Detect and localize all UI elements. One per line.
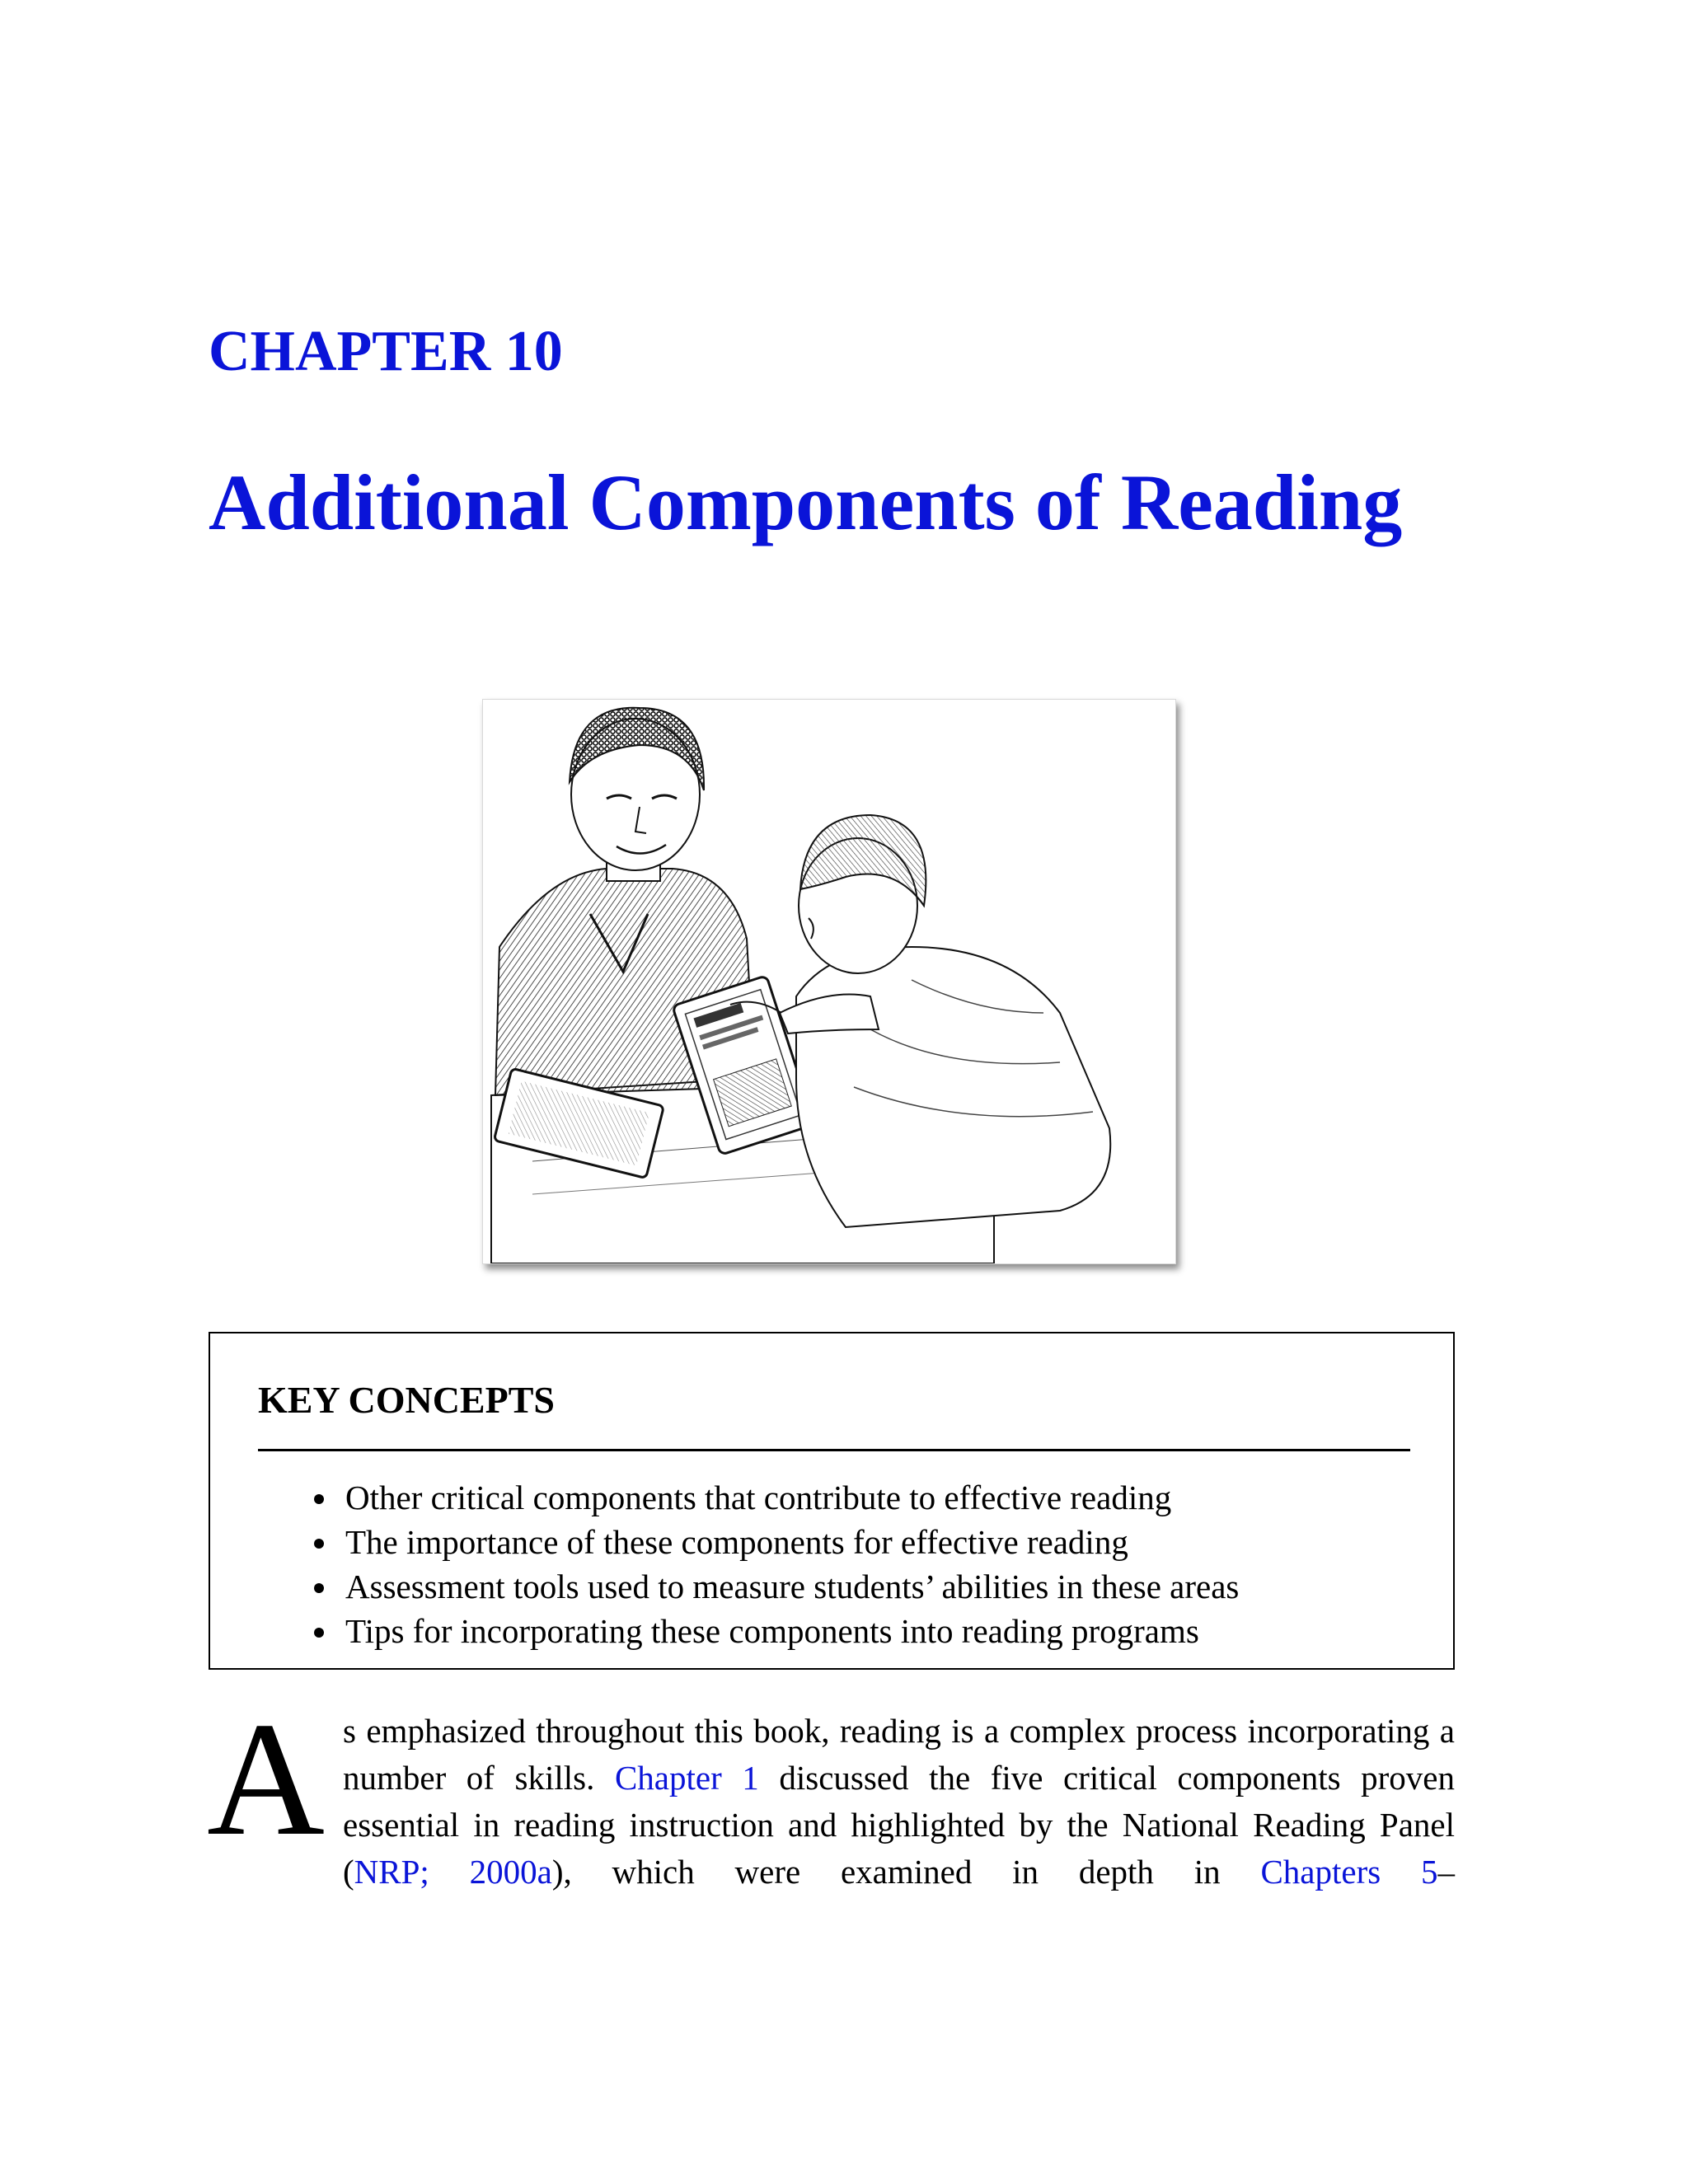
paragraph-text: – bbox=[1437, 1853, 1455, 1891]
paragraph-text: discussed the five critical components proven essential in reading instruction and highlighted by the National Reading Panel ( bbox=[343, 1759, 1455, 1891]
chapter-1-link[interactable]: Chapter 1 bbox=[614, 1759, 759, 1797]
key-concepts-heading: KEY CONCEPTS bbox=[258, 1379, 555, 1421]
key-concepts-divider bbox=[258, 1449, 1410, 1451]
key-concepts-list bbox=[309, 1475, 1239, 1653]
paragraph-text: s emphasized throughout this book, reading is a complex process incorporating a number of skills. bbox=[343, 1712, 1455, 1797]
opening-paragraph bbox=[207, 1689, 1455, 1896]
key-concept-item: Other critical components that contribute to effective reading bbox=[309, 1475, 1239, 1520]
chapter-title: Additional Components of Reading bbox=[209, 458, 1403, 546]
chapters-5-link[interactable]: Chapters 5 bbox=[1260, 1853, 1438, 1891]
key-concept-item: Assessment tools used to measure students’ abilities in these areas bbox=[309, 1564, 1239, 1609]
key-concepts-box bbox=[209, 1332, 1455, 1670]
nrp-2000a-link[interactable]: NRP; 2000a bbox=[354, 1853, 552, 1891]
chapter-label: CHAPTER 10 bbox=[209, 320, 563, 383]
chapter-illustration bbox=[482, 699, 1176, 1264]
key-concept-item: The importance of these components for effective reading bbox=[309, 1520, 1239, 1564]
key-concept-item: Tips for incorporating these components into reading programs bbox=[309, 1609, 1239, 1653]
drop-cap: A bbox=[207, 1689, 325, 1869]
tutor-student-illustration-icon bbox=[483, 700, 1175, 1263]
paragraph-text: ), which were examined in depth in bbox=[551, 1853, 1261, 1891]
